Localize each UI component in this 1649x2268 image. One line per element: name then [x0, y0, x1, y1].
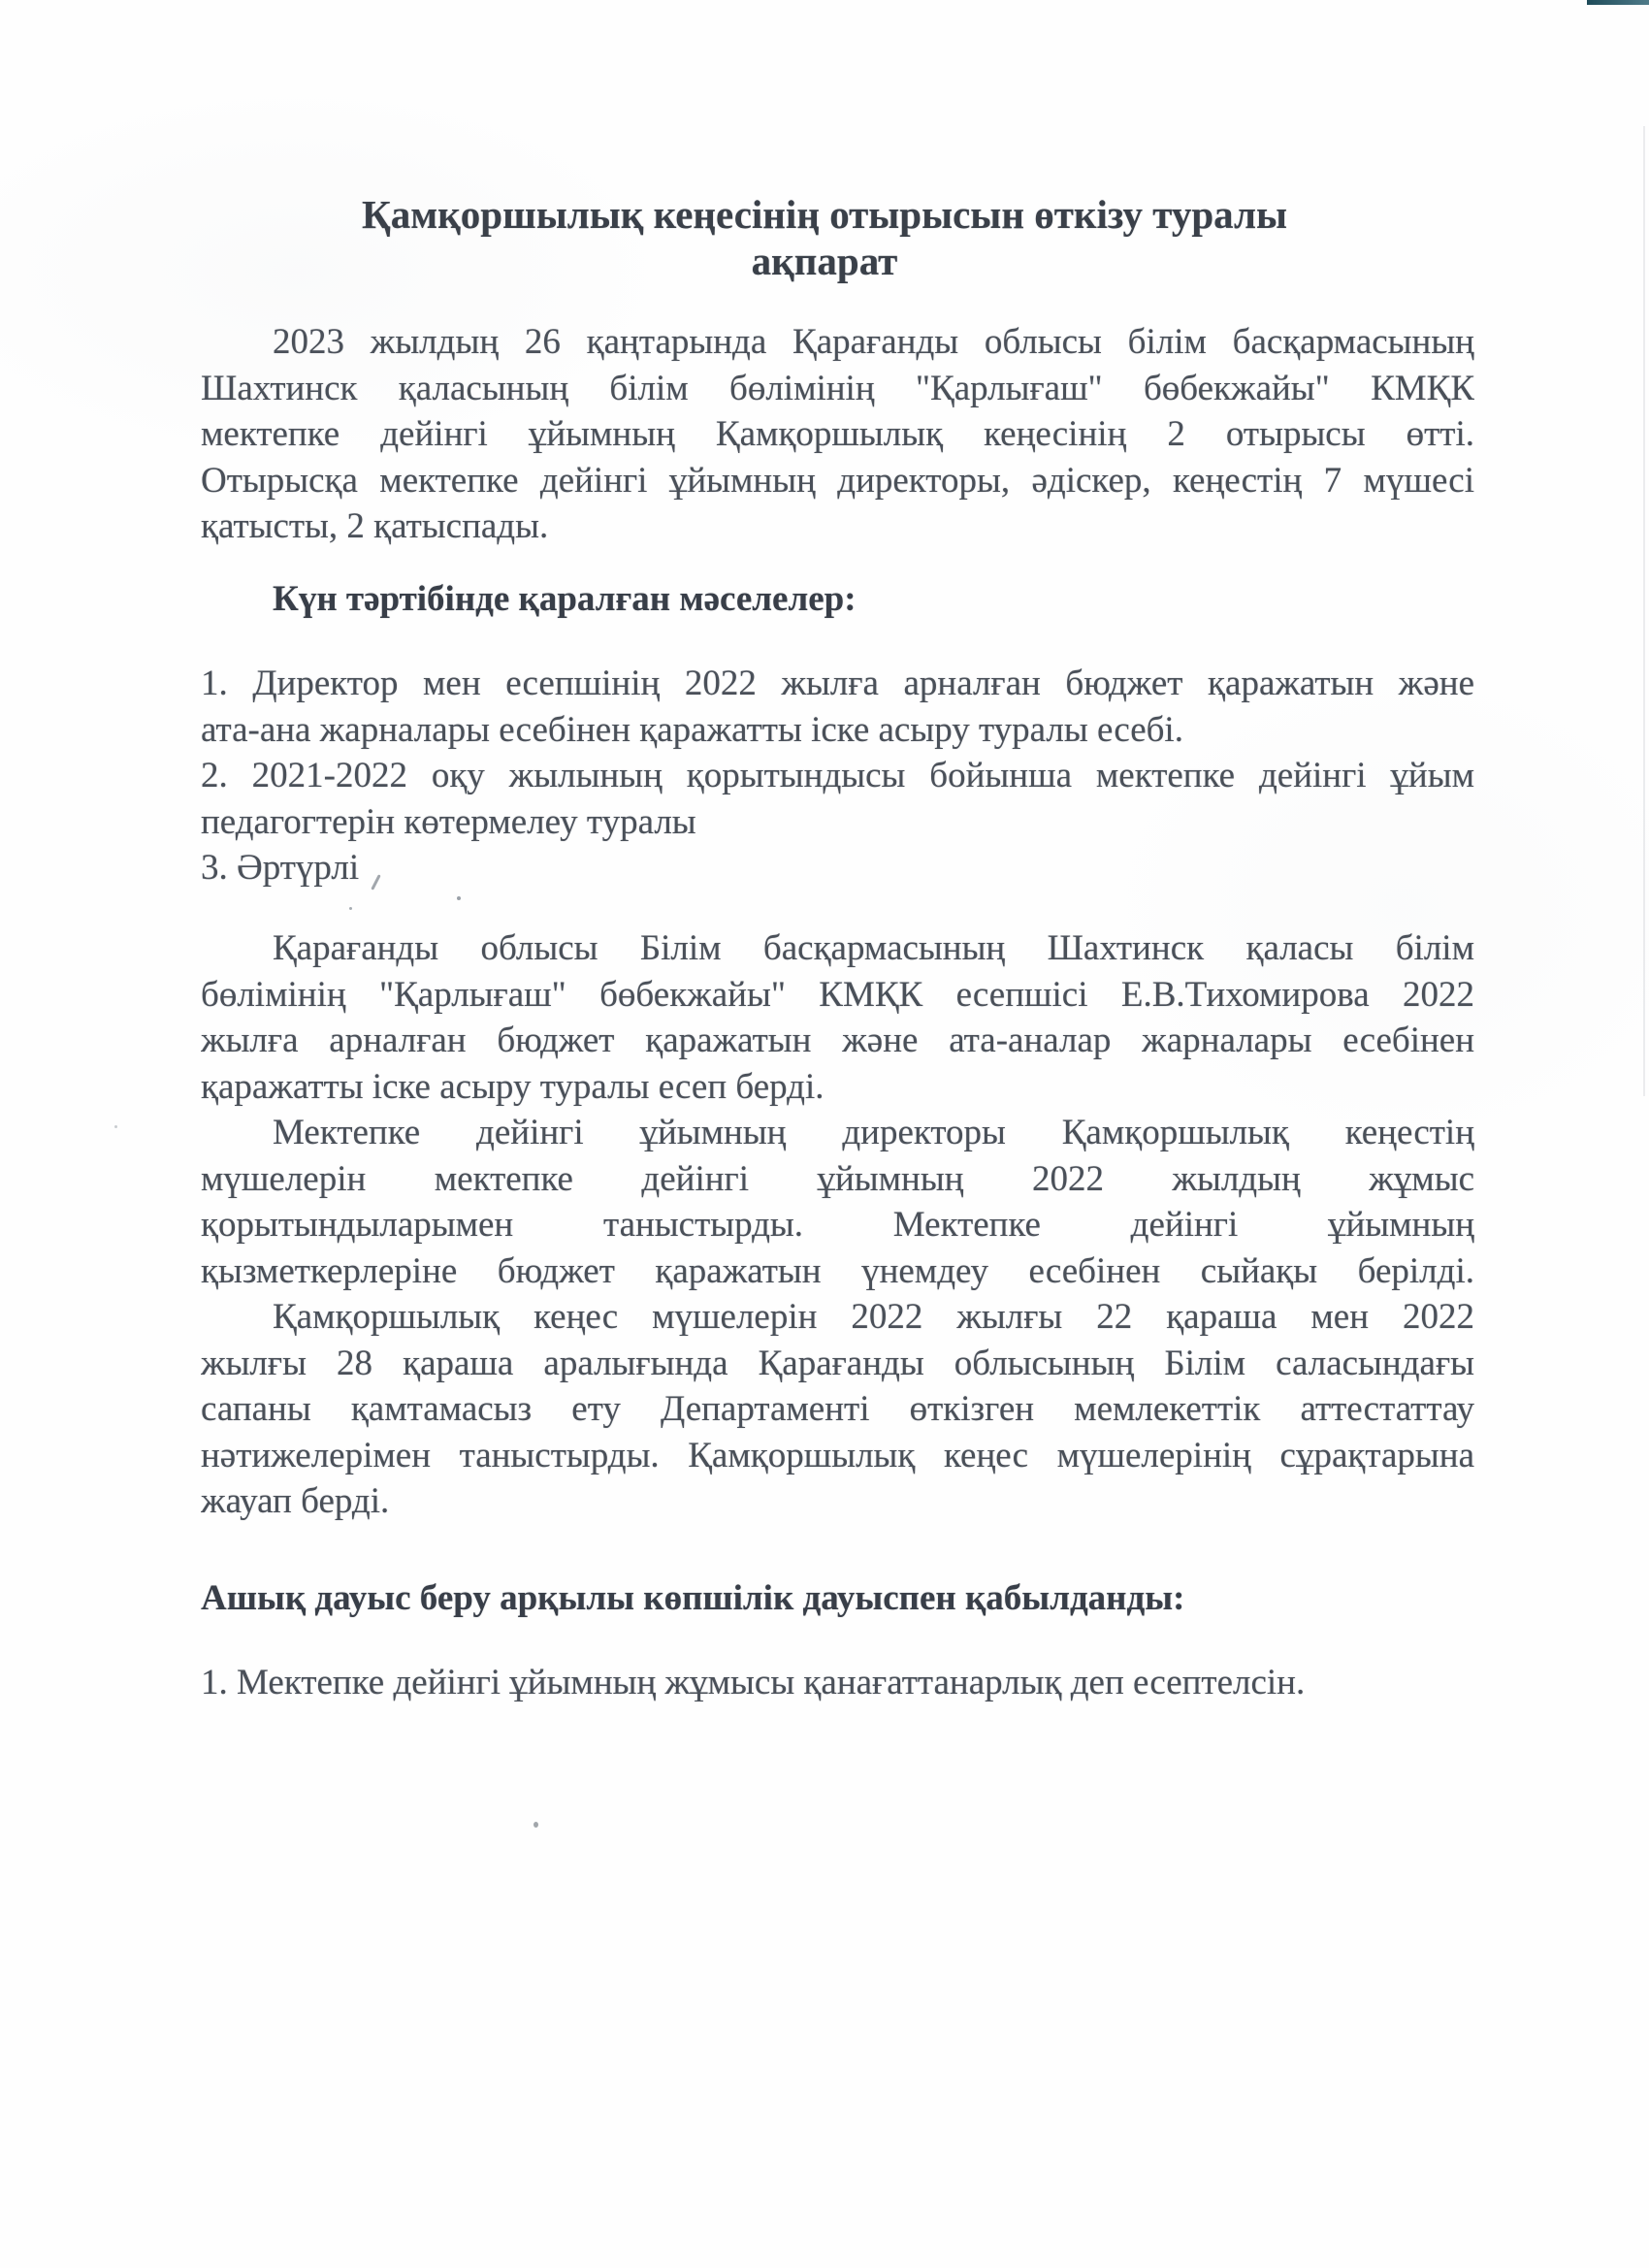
text-line: жылғы 28 қараша аралығында Қарағанды облысының Білім саласындағы: [201, 1343, 1474, 1383]
body-paragraph-2: [201, 1110, 1474, 1294]
text-line: қатысты, 2 қатыспады.: [201, 506, 549, 546]
text-line: қорытындыларымен таныстырды. Мектепке дейінгі ұйымның: [201, 1205, 1474, 1245]
text-line: мүшелерін мектепке дейінгі ұйымның 2022 жылдың жұмыс: [201, 1158, 1474, 1199]
text-line: сапаны қамтамасыз ету Департаменті өткізген мемлекеттік аттестаттау: [201, 1389, 1474, 1429]
document-title-line2: ақпарат: [751, 239, 898, 283]
body-paragraph-1: [201, 925, 1474, 1110]
text-line: 2023 жылдың 26 қаңтарында Қарағанды облысы білім басқармасының: [273, 322, 1474, 362]
text-line: 2. 2021-2022 оқу жылының қорытындысы бойынша мектепке дейінгі ұйым: [201, 756, 1474, 795]
text-line: мектепке дейінгі ұйымның Қамқоршылық кеңесінің 2 отырысы өтті.: [201, 414, 1474, 454]
scan-speck: [114, 1125, 117, 1128]
scan-speck: [534, 1822, 538, 1828]
text-line: 1. Директор мен есепшінің 2022 жылға арналған бюджет қаражатын және: [201, 664, 1474, 703]
text-line: Қамқоршылық кеңес мүшелерін 2022 жылғы 22 қараша мен 2022: [273, 1297, 1474, 1337]
text-line: жауап берді.: [201, 1481, 390, 1521]
body-paragraph-3: [201, 1294, 1474, 1525]
text-line: Отырысқа мектепке дейінгі ұйымның директоры, әдіскер, кеңестің 7 мүшесі: [201, 460, 1474, 501]
text-line: қаражатты іске асыру туралы есеп берді.: [201, 1066, 824, 1107]
text-line: нәтижелерімен таныстырды. Қамқоршылық кеңес мүшелерінің сұрақтарына: [201, 1435, 1474, 1475]
agenda-list: [201, 661, 1474, 891]
document-title: [0, 191, 1649, 284]
text-line: Қарағанды облысы Білім басқармасының Шахтинск қаласы білім: [273, 928, 1474, 968]
agenda-heading: Күн тәртібінде қаралған мәселелер:: [273, 579, 857, 619]
agenda-item-3: [201, 845, 1474, 891]
text-line: педагогтерін көтермелеу туралы: [201, 801, 696, 842]
text-line: ата-ана жарналары есебінен қаражатты іске асыру туралы есебі.: [201, 709, 1183, 750]
decision-heading: Ашық дауыс беру арқылы көпшілік дауыспен қабылданды:: [201, 1578, 1185, 1618]
agenda-item-2: [201, 753, 1474, 845]
scan-speck: [349, 907, 352, 910]
scan-artifact-top-right-bar: [1587, 0, 1649, 5]
text-line: 3. Әртүрлі: [201, 848, 360, 888]
decision-item: [201, 1660, 1474, 1706]
document-title-line1: Қамқоршылық кеңесінің отырысын өткізу туралы: [362, 192, 1287, 237]
text-line: 1. Мектепке дейінгі ұйымның жұмысы қанағаттанарлық деп есептелсін.: [201, 1663, 1306, 1702]
intro-paragraph: [201, 319, 1474, 550]
text-line: Шахтинск қаласының білім бөлімінің "Қарлығаш" бөбекжайы" КМҚК: [201, 368, 1474, 408]
agenda-item-1: [201, 661, 1474, 753]
text-line: қызметкерлеріне бюджет қаражатын үнемдеу есебінен сыйақы берілді.: [201, 1250, 1474, 1291]
body-text: [201, 925, 1474, 1525]
text-line: Мектепке дейінгі ұйымның директоры Қамқоршылық кеңестің: [273, 1113, 1474, 1152]
scan-speck: [457, 896, 461, 900]
text-line: бөлімінің "Қарлығаш" бөбекжайы" КМҚК есепшісі Е.В.Тихомирова 2022: [201, 974, 1474, 1015]
text-line: жылға арналған бюджет қаражатын және ата-аналар жарналары есебінен: [201, 1021, 1474, 1060]
